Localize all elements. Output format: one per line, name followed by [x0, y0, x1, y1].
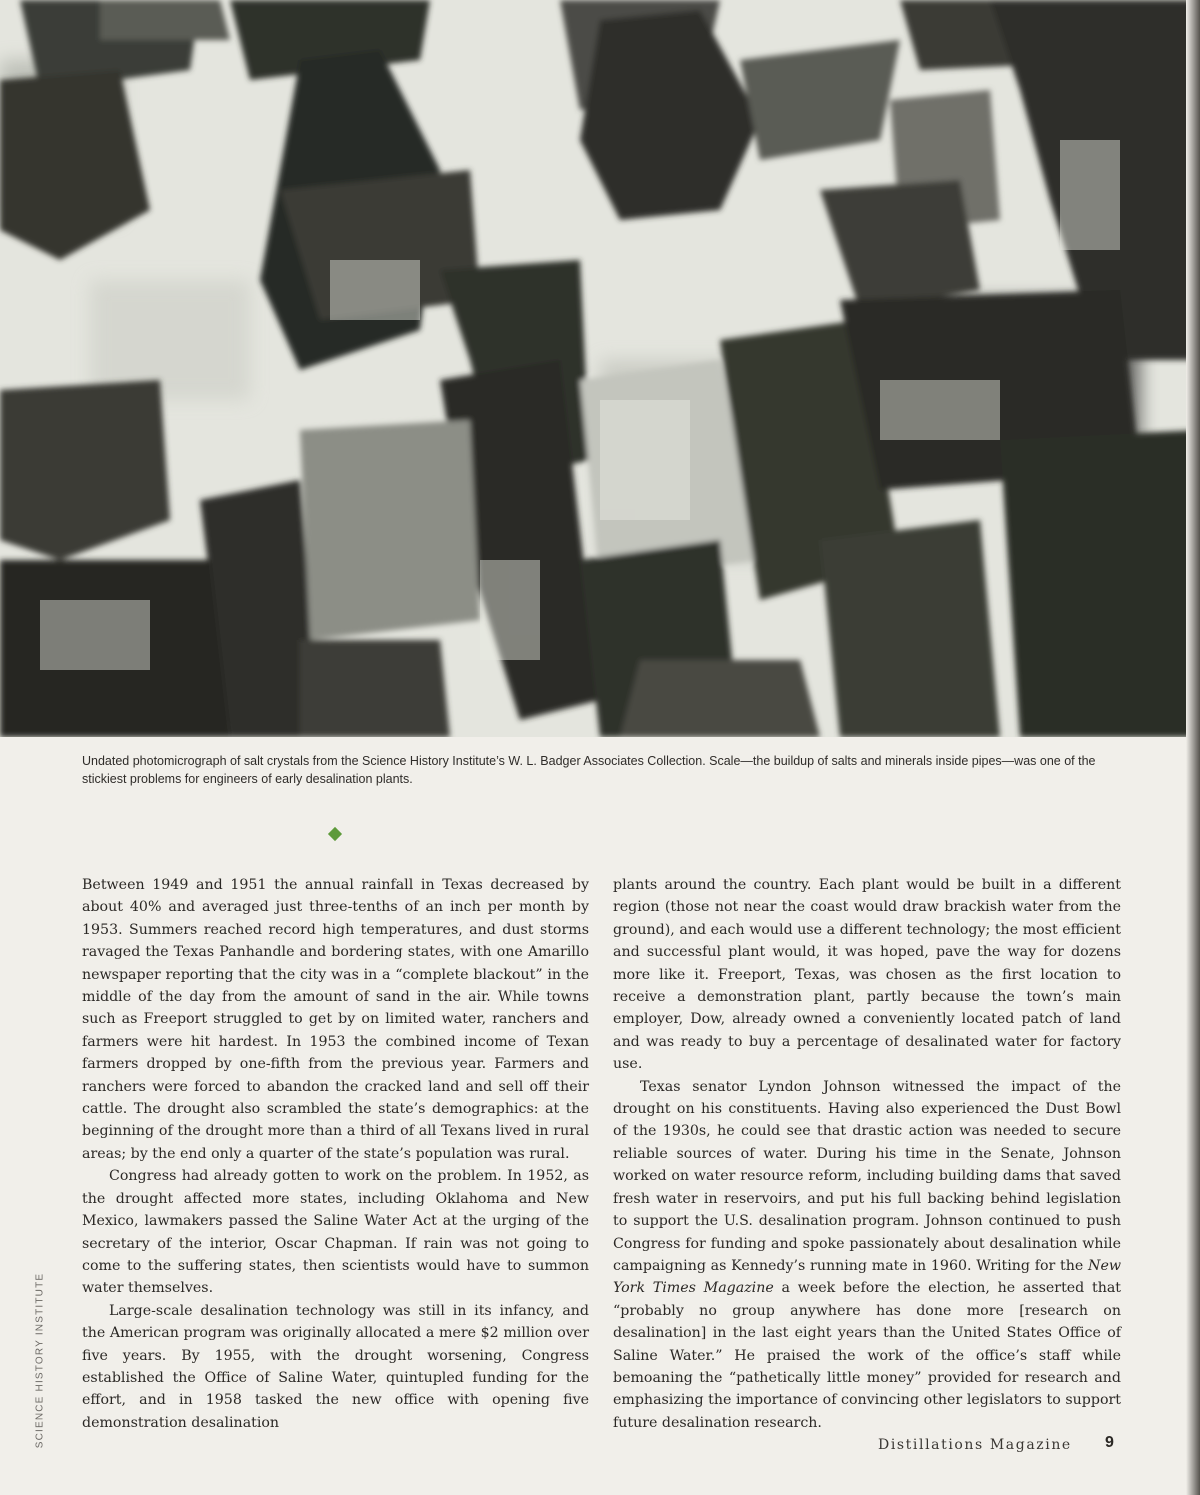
salt-crystals-photo	[0, 0, 1200, 737]
page-number: 9	[1105, 1434, 1114, 1451]
paragraph-text: Texas senator Lyndon Johnson witnessed the impact of the drought on his constituents. Having also experienced the Dust Bowl of the 1930s, he could see that drastic action was needed to secure reliable sources of water. During his time in the Senate, Johnson worked on water resource reform, including building dams that saved fresh water in reservoirs, and put his full backing behind legislation to support the U.S. desalination program. Johnson continued to push Congress for funding and spoke passionately about desalination while campaigning as Kennedy’s running mate in 1960. Writing for the	[613, 1078, 1121, 1274]
paragraph	[613, 1076, 1121, 1435]
page-edge-shadow	[1186, 0, 1200, 1495]
paragraph: Between 1949 and 1951 the annual rainfall in Texas decreased by about 40% and averaged just three-tenths of an inch per month by 1953. Summers reached record high temperatures, and dust storms ravaged the Texas Panhandle and bordering states, with one Amarillo newspaper reporting that the city was in a “complete blackout” in the middle of the day from the amount of sand in the air. While towns such as Freeport struggled to get by on limited water, ranchers and farmers were hit hardest. In 1953 the combined income of Texan farmers dropped by one-fifth from the previous year. Farmers and ranchers were forced to abandon the cracked land and sell off their cattle. The drought also scrambled the state’s demographics: at the beginning of the drought more than a third of all Texans lived in rural areas; by the end only a quarter of the state’s population was rural.	[82, 877, 589, 1162]
paragraph: Congress had already gotten to work on the problem. In 1952, as the drought affected more states, including Oklahoma and New Mexico, lawmakers passed the Saline Water Act at the urging of the secretary of the interior, Oscar Chapman. If rain was not going to come to the suffering states, then scientists would have to summon water themselves.	[82, 1168, 589, 1297]
left-column	[82, 874, 589, 1434]
photo-caption: Undated photomicrograph of salt crystals from the Science History Institute’s W. L. Badger Associates Collection. Scale—the buildup of salts and minerals inside pipes—was one of the stickiest problems for engineers of early desalination plants.	[82, 754, 1096, 786]
paragraph: Large-scale desalination technology was still in its infancy, and the American program was originally allocated a mere $2 million over five years. By 1955, with the drought worsening, Congress established the Office of Saline Water, quintupled funding for the effort, and in 1958 tasked the new office with opening five demonstration desalination	[82, 1302, 589, 1431]
publication-title: New York Times Magazine	[613, 1257, 1121, 1297]
right-column	[613, 874, 1121, 1434]
salt-crystals-image	[0, 0, 1200, 737]
paragraph: plants around the country. Each plant would be built in a different region (those not near the coast would draw brackish water from the ground), and each would use a different technology; the most efficient and successful plant would, it was hoped, pave the way for dozens more like it. Freeport, Texas, was chosen as the first location to receive a demonstration plant, partly because the town’s main employer, Dow, already owned a conveniently located patch of land and was ready to buy a percentage of desalinated water for factory use.	[613, 877, 1121, 1073]
magazine-title: Distillations Magazine	[878, 1437, 1072, 1453]
institute-name: SCIENCE HISTORY INSTITUTE	[34, 1272, 46, 1449]
sidebar-label	[30, 1260, 44, 1460]
paragraph-text: a week before the election, he asserted that “probably no group anywhere has done more [research on desalination] in the last eight years than the United States Office of Saline Water.” He praised the work of the office’s staff while bemoaning the “pathetically little money” provided for research and emphasizing the importance of convincing other legislators to support future desalination research.	[613, 1280, 1121, 1431]
ornament-diamond-icon	[328, 827, 342, 841]
